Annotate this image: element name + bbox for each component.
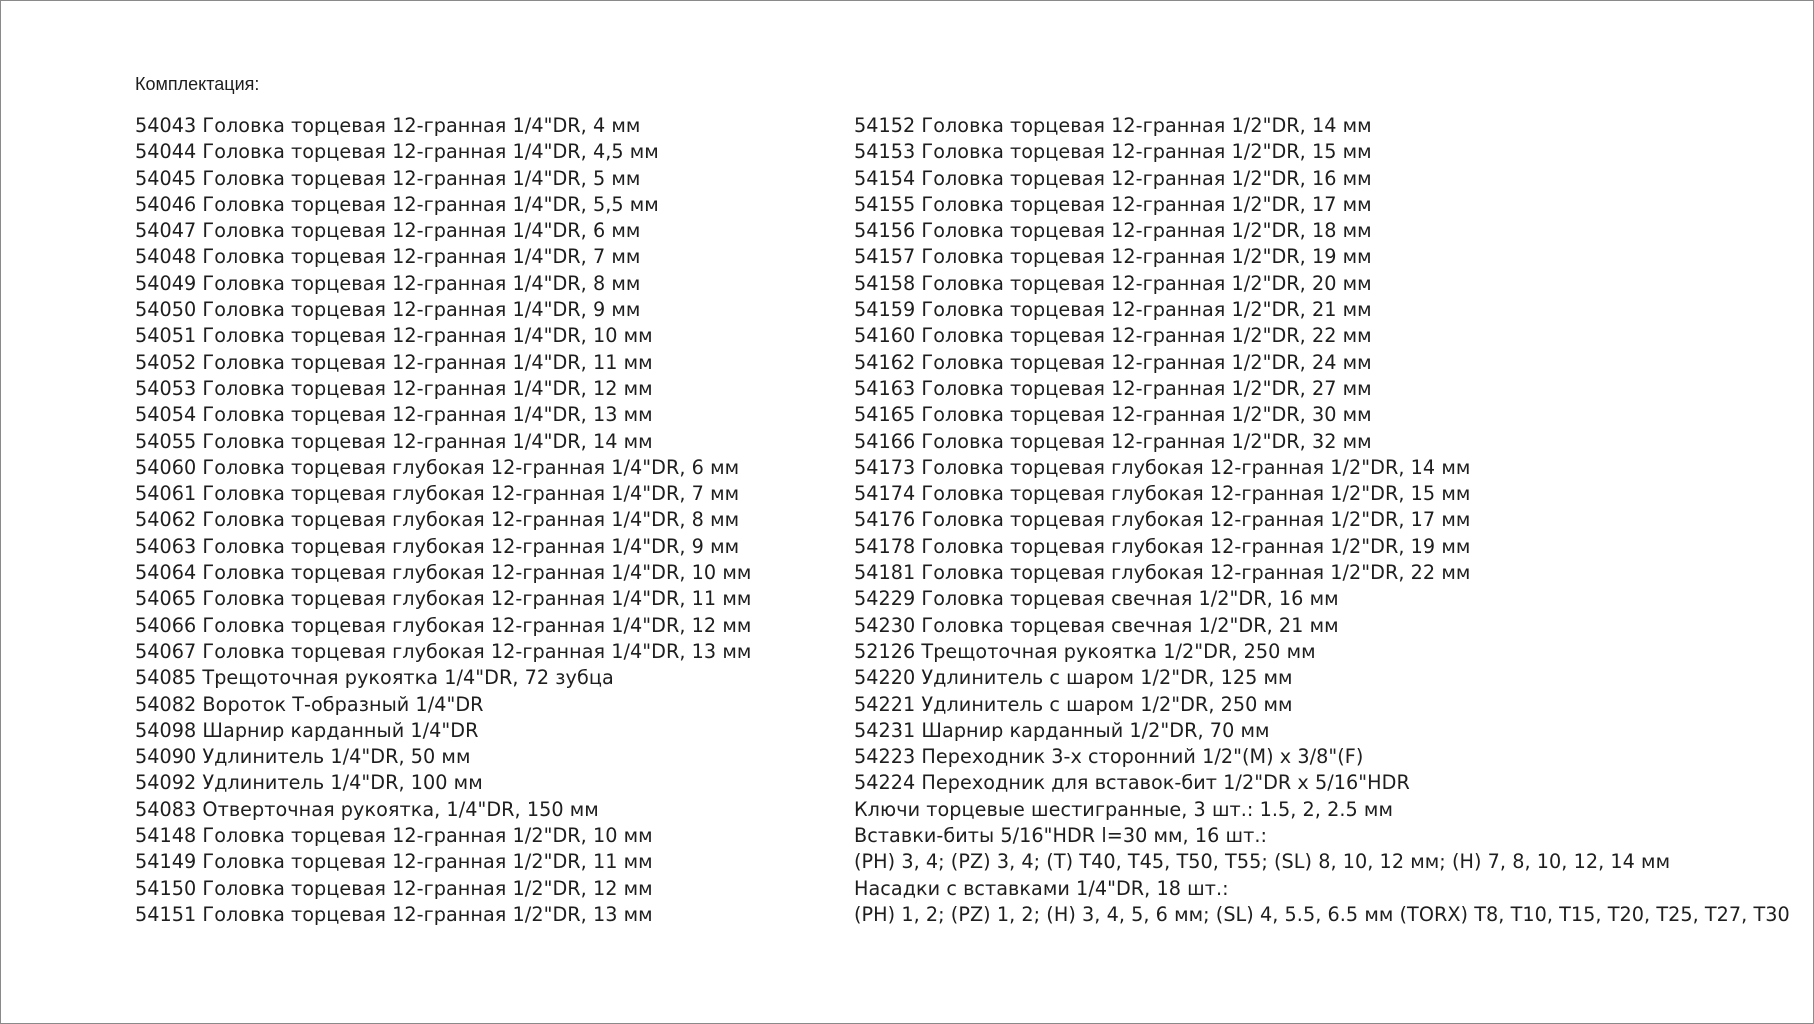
list-item: 54098 Шарнир карданный 1/4"DR	[135, 718, 479, 742]
list-item: 54231 Шарнир карданный 1/2"DR, 70 мм	[854, 718, 1270, 742]
list-item: 52126 Трещоточная рукоятка 1/2"DR, 250 мм	[854, 639, 1316, 663]
list-item: 54160 Головка торцевая 12-гранная 1/2"DR, 22 мм	[854, 324, 1372, 348]
list-item: 54065 Головка торцевая глубокая 12-гранная 1/4"DR, 11 мм	[135, 587, 752, 611]
contents-list-right	[854, 113, 1794, 928]
list-item: 54082 Вороток Т-образный 1/4"DR	[135, 692, 484, 716]
list-item: 54048 Головка торцевая 12-гранная 1/4"DR, 7 мм	[135, 245, 641, 269]
list-item: 54159 Головка торцевая 12-гранная 1/2"DR, 21 мм	[854, 298, 1372, 322]
list-item: 54224 Переходник для вставок-бит 1/2"DR x 5/16"HDR	[854, 771, 1410, 795]
contents-list-left	[135, 113, 835, 928]
list-item: 54152 Головка торцевая 12-гранная 1/2"DR, 14 мм	[854, 114, 1372, 137]
list-item: 54085 Трещоточная рукоятка 1/4"DR, 72 зубца	[135, 666, 614, 690]
list-item: 54150 Головка торцевая 12-гранная 1/2"DR, 12 мм	[135, 876, 653, 900]
list-item: 54045 Головка торцевая 12-гранная 1/4"DR, 5 мм	[135, 166, 641, 190]
contents-heading: Комплектация:	[135, 74, 260, 94]
list-item: 54163 Головка торцевая 12-гранная 1/2"DR, 27 мм	[854, 376, 1372, 400]
list-item: 54153 Головка торцевая 12-гранная 1/2"DR, 15 мм	[854, 140, 1372, 164]
list-item: 54178 Головка торцевая глубокая 12-гранная 1/2"DR, 19 мм	[854, 534, 1471, 558]
list-item: 54229 Головка торцевая свечная 1/2"DR, 16 мм	[854, 587, 1339, 611]
list-item: 54220 Удлинитель с шаром 1/2"DR, 125 мм	[854, 666, 1293, 690]
list-item: 54055 Головка торцевая 12-гранная 1/4"DR, 14 мм	[135, 429, 653, 453]
list-item: (PH) 1, 2; (PZ) 1, 2; (H) 3, 4, 5, 6 мм; (SL) 4, 5.5, 6.5 мм (TORX) T8, T10, T15, T20, T25, T27, T30	[854, 902, 1790, 926]
list-item: 54221 Удлинитель с шаром 1/2"DR, 250 мм	[854, 692, 1293, 716]
list-item: 54181 Головка торцевая глубокая 12-гранная 1/2"DR, 22 мм	[854, 561, 1471, 585]
list-item: 54064 Головка торцевая глубокая 12-гранная 1/4"DR, 10 мм	[135, 561, 752, 585]
list-item: 54063 Головка торцевая глубокая 12-гранная 1/4"DR, 9 мм	[135, 534, 740, 558]
list-item: 54043 Головка торцевая 12-гранная 1/4"DR, 4 мм	[135, 114, 641, 137]
list-item: 54090 Удлинитель 1/4"DR, 50 мм	[135, 745, 471, 769]
list-item: 54149 Головка торцевая 12-гранная 1/2"DR, 11 мм	[135, 850, 653, 874]
list-item: 54049 Головка торцевая 12-гранная 1/4"DR, 8 мм	[135, 271, 641, 295]
list-item: 54151 Головка торцевая 12-гранная 1/2"DR, 13 мм	[135, 902, 653, 926]
list-item: 54155 Головка торцевая 12-гранная 1/2"DR, 17 мм	[854, 192, 1372, 216]
list-item: Ключи торцевые шестигранные, 3 шт.: 1.5, 2, 2.5 мм	[854, 797, 1393, 821]
list-item: (PH) 3, 4; (PZ) 3, 4; (T) T40, T45, T50, T55; (SL) 8, 10, 12 мм; (H) 7, 8, 10, 12, 14 мм	[854, 850, 1671, 874]
list-item: 54174 Головка торцевая глубокая 12-гранная 1/2"DR, 15 мм	[854, 482, 1471, 506]
list-item: 54060 Головка торцевая глубокая 12-гранная 1/4"DR, 6 мм	[135, 455, 740, 479]
list-item: 54223 Переходник 3-х сторонний 1/2"(M) x 3/8"(F)	[854, 745, 1364, 769]
list-item: 54154 Головка торцевая 12-гранная 1/2"DR, 16 мм	[854, 166, 1372, 190]
list-item: 54156 Головка торцевая 12-гранная 1/2"DR, 18 мм	[854, 219, 1372, 243]
list-item: Насадки с вставками 1/4"DR, 18 шт.:	[854, 876, 1229, 900]
list-item: 54052 Головка торцевая 12-гранная 1/4"DR, 11 мм	[135, 350, 653, 374]
list-item: 54046 Головка торцевая 12-гранная 1/4"DR, 5,5 мм	[135, 192, 659, 216]
list-item: 54176 Головка торцевая глубокая 12-гранная 1/2"DR, 17 мм	[854, 508, 1471, 532]
list-item: 54061 Головка торцевая глубокая 12-гранная 1/4"DR, 7 мм	[135, 482, 740, 506]
list-item: 54050 Головка торцевая 12-гранная 1/4"DR, 9 мм	[135, 298, 641, 322]
list-item: 54148 Головка торцевая 12-гранная 1/2"DR, 10 мм	[135, 824, 653, 848]
list-item: 54053 Головка торцевая 12-гранная 1/4"DR, 12 мм	[135, 376, 653, 400]
list-item: 54165 Головка торцевая 12-гранная 1/2"DR, 30 мм	[854, 403, 1372, 427]
list-item: 54054 Головка торцевая 12-гранная 1/4"DR, 13 мм	[135, 403, 653, 427]
list-item: 54062 Головка торцевая глубокая 12-гранная 1/4"DR, 8 мм	[135, 508, 740, 532]
list-item: 54051 Головка торцевая 12-гранная 1/4"DR, 10 мм	[135, 324, 653, 348]
list-item: 54173 Головка торцевая глубокая 12-гранная 1/2"DR, 14 мм	[854, 455, 1471, 479]
list-item: 54158 Головка торцевая 12-гранная 1/2"DR, 20 мм	[854, 271, 1372, 295]
list-item: 54157 Головка торцевая 12-гранная 1/2"DR, 19 мм	[854, 245, 1372, 269]
list-item: 54044 Головка торцевая 12-гранная 1/4"DR, 4,5 мм	[135, 140, 659, 164]
list-item: 54162 Головка торцевая 12-гранная 1/2"DR, 24 мм	[854, 350, 1372, 374]
list-item: 54066 Головка торцевая глубокая 12-гранная 1/4"DR, 12 мм	[135, 613, 752, 637]
list-item: 54230 Головка торцевая свечная 1/2"DR, 21 мм	[854, 613, 1339, 637]
list-item: Вставки-биты 5/16"HDR l=30 мм, 16 шт.:	[854, 824, 1267, 848]
list-item: 54083 Отверточная рукоятка, 1/4"DR, 150 мм	[135, 797, 599, 821]
list-item: 54047 Головка торцевая 12-гранная 1/4"DR, 6 мм	[135, 219, 641, 243]
list-item: 54067 Головка торцевая глубокая 12-гранная 1/4"DR, 13 мм	[135, 639, 752, 663]
list-item: 54166 Головка торцевая 12-гранная 1/2"DR, 32 мм	[854, 429, 1372, 453]
list-item: 54092 Удлинитель 1/4"DR, 100 мм	[135, 771, 483, 795]
